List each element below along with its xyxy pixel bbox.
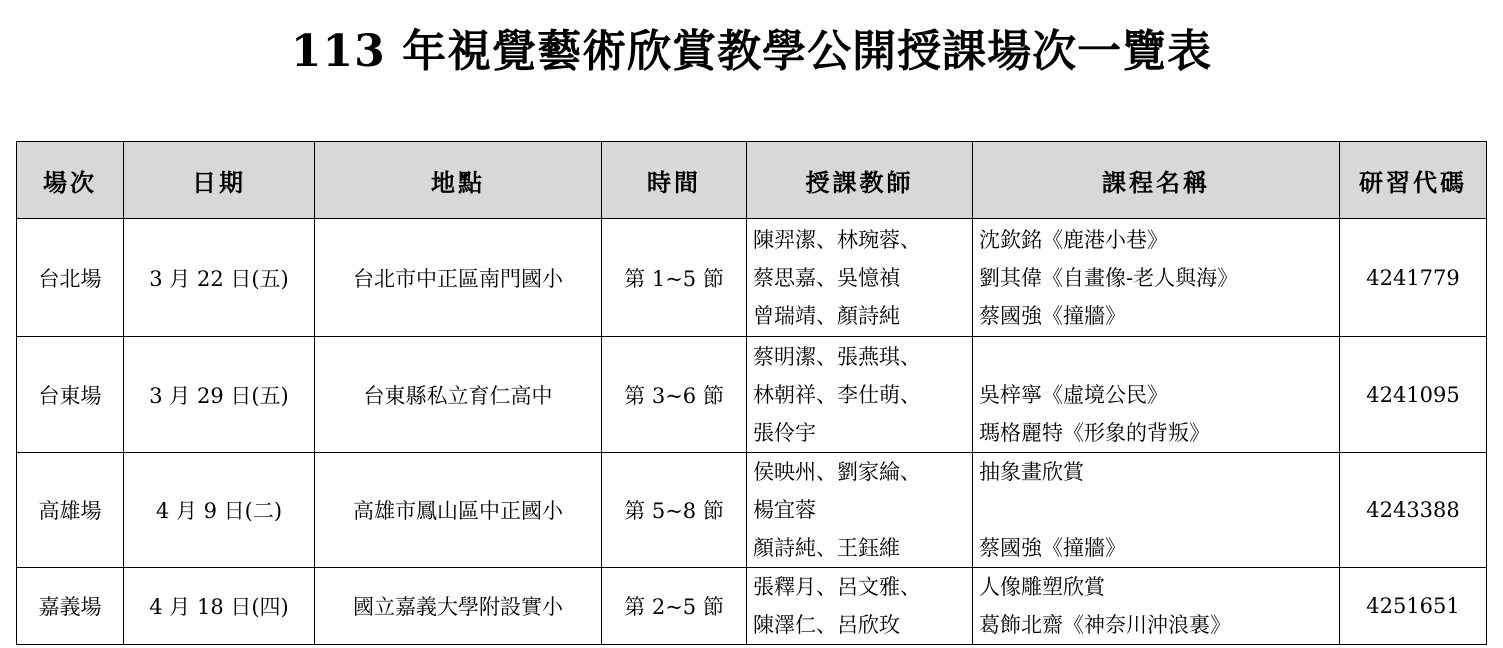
teachers-cell xyxy=(747,219,973,337)
course-line: 葛飾北齋《神奈川沖浪裏》 xyxy=(979,613,1231,637)
location-cell: 台東縣私立育仁高中 xyxy=(315,337,602,453)
header-course: 課程名稱 xyxy=(973,142,1340,219)
header-session: 場次 xyxy=(17,142,124,219)
table-row xyxy=(17,453,1487,568)
teacher-line: 陳羿潔、林琬蓉、 xyxy=(753,228,921,252)
teacher-line: 侯映州、劉家綸、 xyxy=(753,460,921,484)
course-line xyxy=(979,491,1339,529)
header-teachers: 授課教師 xyxy=(747,142,973,219)
course-cell xyxy=(973,219,1340,337)
header-code: 研習代碼 xyxy=(1340,142,1487,219)
date-cell: 4 月 9 日(二) xyxy=(124,453,315,568)
teacher-line: 曾瑞靖、顏詩純 xyxy=(753,304,900,328)
table-row xyxy=(17,568,1487,645)
course-line: 劉其偉《自畫像-老人與海》 xyxy=(979,266,1239,290)
teacher-line: 顏詩純、王鈺維 xyxy=(753,536,900,560)
teachers-cell xyxy=(747,568,973,645)
teacher-line: 楊宜蓉 xyxy=(753,498,816,522)
location-cell: 台北市中正區南門國小 xyxy=(315,219,602,337)
header-date: 日期 xyxy=(124,142,315,219)
code-cell: 4251651 xyxy=(1340,568,1487,645)
session-cell: 台東場 xyxy=(17,337,124,453)
teacher-line: 張伶宇 xyxy=(753,421,816,445)
time-cell: 第 3~6 節 xyxy=(602,337,747,453)
date-cell: 3 月 29 日(五) xyxy=(124,337,315,453)
page-title: 113 年視覺藝術欣賞教學公開授課場次一覽表 xyxy=(290,26,1213,77)
teacher-line: 蔡思嘉、吳憶禎 xyxy=(753,266,900,290)
teachers-cell xyxy=(747,337,973,453)
course-line: 抽象畫欣賞 xyxy=(979,460,1084,484)
time-cell: 第 2~5 節 xyxy=(602,568,747,645)
code-cell: 4243388 xyxy=(1340,453,1487,568)
course-line: 蔡國強《撞牆》 xyxy=(979,536,1126,560)
course-line: 蔡國強《撞牆》 xyxy=(979,304,1126,328)
header-location: 地點 xyxy=(315,142,602,219)
table-row xyxy=(17,337,1487,453)
course-cell xyxy=(973,337,1340,453)
course-line: 沈欽銘《鹿港小巷》 xyxy=(979,228,1168,252)
time-cell: 第 5~8 節 xyxy=(602,453,747,568)
course-line xyxy=(979,338,1339,376)
session-cell: 台北場 xyxy=(17,219,124,337)
schedule-table xyxy=(16,141,1487,645)
course-cell xyxy=(973,453,1340,568)
teachers-cell xyxy=(747,453,973,568)
course-line: 瑪格麗特《形象的背叛》 xyxy=(979,421,1210,445)
header-row xyxy=(17,142,1487,219)
course-line: 吳梓寧《虛境公民》 xyxy=(979,383,1168,407)
teacher-line: 蔡明潔、張燕琪、 xyxy=(753,345,921,369)
table-row xyxy=(17,219,1487,337)
session-cell: 嘉義場 xyxy=(17,568,124,645)
location-cell: 高雄市鳳山區中正國小 xyxy=(315,453,602,568)
header-time: 時間 xyxy=(602,142,747,219)
date-cell: 4 月 18 日(四) xyxy=(124,568,315,645)
teacher-line: 陳澤仁、呂欣玫 xyxy=(753,613,900,637)
code-cell: 4241779 xyxy=(1340,219,1487,337)
session-cell: 高雄場 xyxy=(17,453,124,568)
teacher-line: 張釋月、呂文雅、 xyxy=(753,575,921,599)
location-cell: 國立嘉義大學附設實小 xyxy=(315,568,602,645)
date-cell: 3 月 22 日(五) xyxy=(124,219,315,337)
code-cell: 4241095 xyxy=(1340,337,1487,453)
course-cell xyxy=(973,568,1340,645)
teacher-line: 林朝祥、李仕萌、 xyxy=(753,383,921,407)
time-cell: 第 1~5 節 xyxy=(602,219,747,337)
course-line: 人像雕塑欣賞 xyxy=(979,575,1105,599)
